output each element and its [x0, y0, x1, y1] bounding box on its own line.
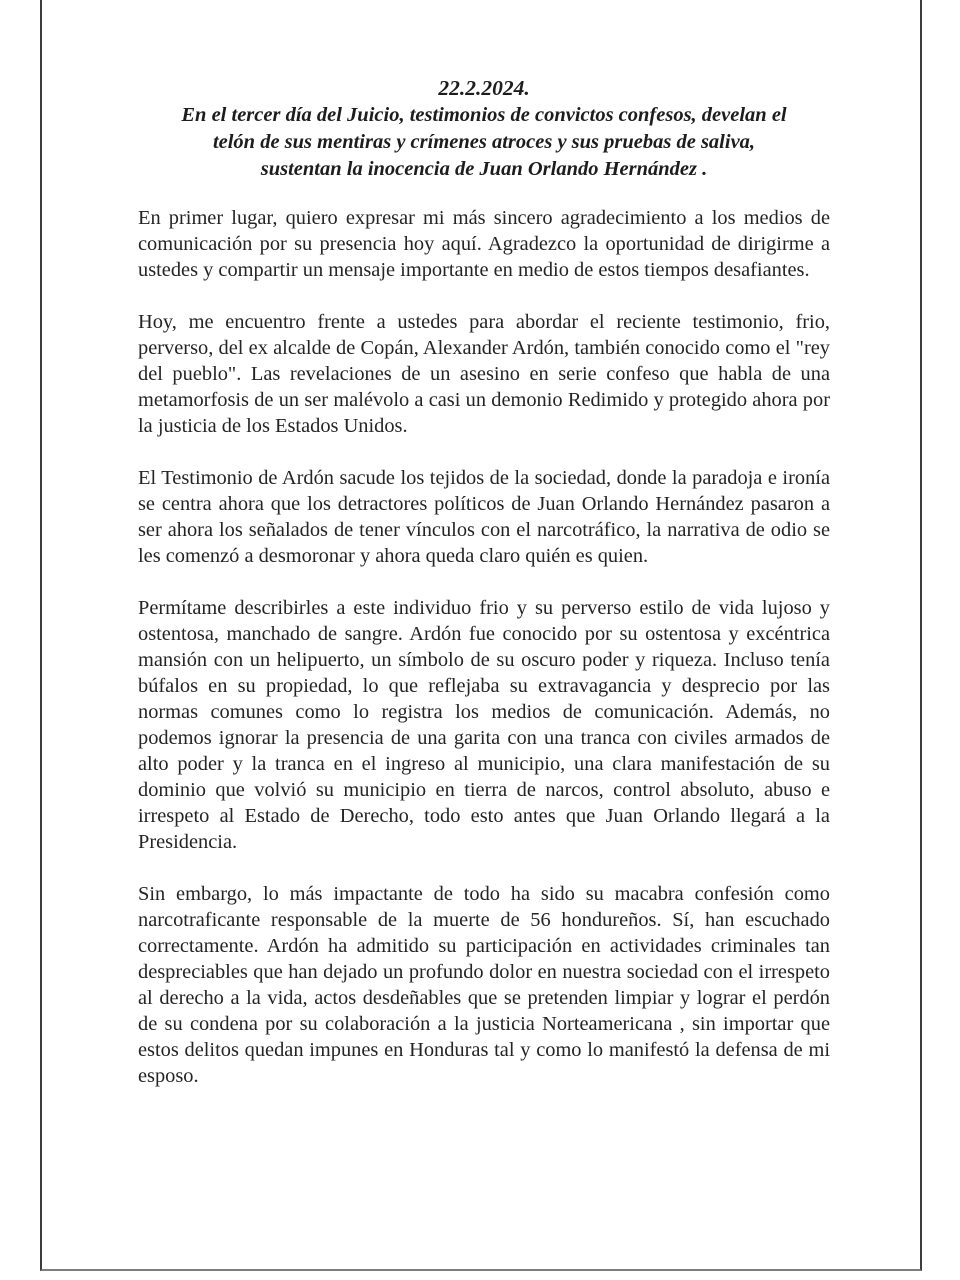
document-content	[138, 75, 830, 1089]
document-paragraph: En primer lugar, quiero expresar mi más sincero agradecimiento a los medios de comunicación por su presencia hoy aquí. Agradezco la oportunidad de dirigirme a ustedes y compartir un mensaje importante en medio de estos tiempos desafiantes.	[138, 207, 830, 281]
document-paragraph: Sin embargo, lo más impactante de todo ha sido su macabra confesión como narcotraficante responsable de la muerte de 56 hondureños. Sí, han escuchado correctamente. Ardón ha admitido su participación en actividades criminales tan despreciables que han dejado un profundo dolor en nuestra sociedad con el irrespeto al derecho a la vida, actos desdeñables que se pretenden limpiar y lograr el perdón de su condena por su colaboración a la justicia Norteamericana , sin importar que estos delitos quedan impunes en Honduras tal y como lo manifestó la defensa de mi esposo.	[138, 883, 830, 1087]
document-date: 22.2.2024.	[438, 76, 530, 100]
document-paragraph: El Testimonio de Ardón sacude los tejidos de la sociedad, donde la paradoja e ironía se centra ahora que los detractores políticos de Juan Orlando Hernández pasaron a ser ahora los señalados de tener vínculos con el narcotráfico, la narrativa de odio se les comenzó a desmoronar y ahora queda claro quién es quien.	[138, 467, 830, 567]
document-title-line: sustentan la inocencia de Juan Orlando Hernández .	[260, 158, 708, 180]
document-title-line: En el tercer día del Juicio, testimonios de convictos confesos, develan el	[181, 104, 787, 126]
document-title-line: telón de sus mentiras y crímenes atroces y sus pruebas de saliva,	[212, 131, 756, 153]
document-title	[138, 102, 830, 183]
document-body	[138, 205, 830, 1089]
document-paragraph: Hoy, me encuentro frente a ustedes para abordar el reciente testimonio, frio, perverso, del ex alcalde de Copán, Alexander Ardón, también conocido como el "rey del pueblo". Las revelaciones de un asesino en serie confeso que habla de una metamorfosis de un ser malévolo a casi un demonio Redimido y protegido ahora por la justicia de los Estados Unidos.	[138, 311, 830, 437]
document-heading	[138, 75, 830, 183]
document-paragraph: Permítame describirles a este individuo frio y su perverso estilo de vida lujoso y ostentosa, manchado de sangre. Ardón fue conocido por su ostentosa y excéntrica mansión con un helipuerto, un símbolo de su oscuro poder y riqueza. Incluso tenía búfalos en su propiedad, lo que reflejaba su extravagancia y desprecio por las normas comunes como lo registra los medios de comunicación. Además, no podemos ignorar la presencia de una garita con una tranca con civiles armados de alto poder y la tranca en el ingreso al municipio, una clara manifestación de su dominio que volvió su municipio en tierra de narcos, control absoluto, abuso e irrespeto al Estado de Derecho, todo esto antes que Juan Orlando llegará a la Presidencia.	[138, 597, 830, 853]
